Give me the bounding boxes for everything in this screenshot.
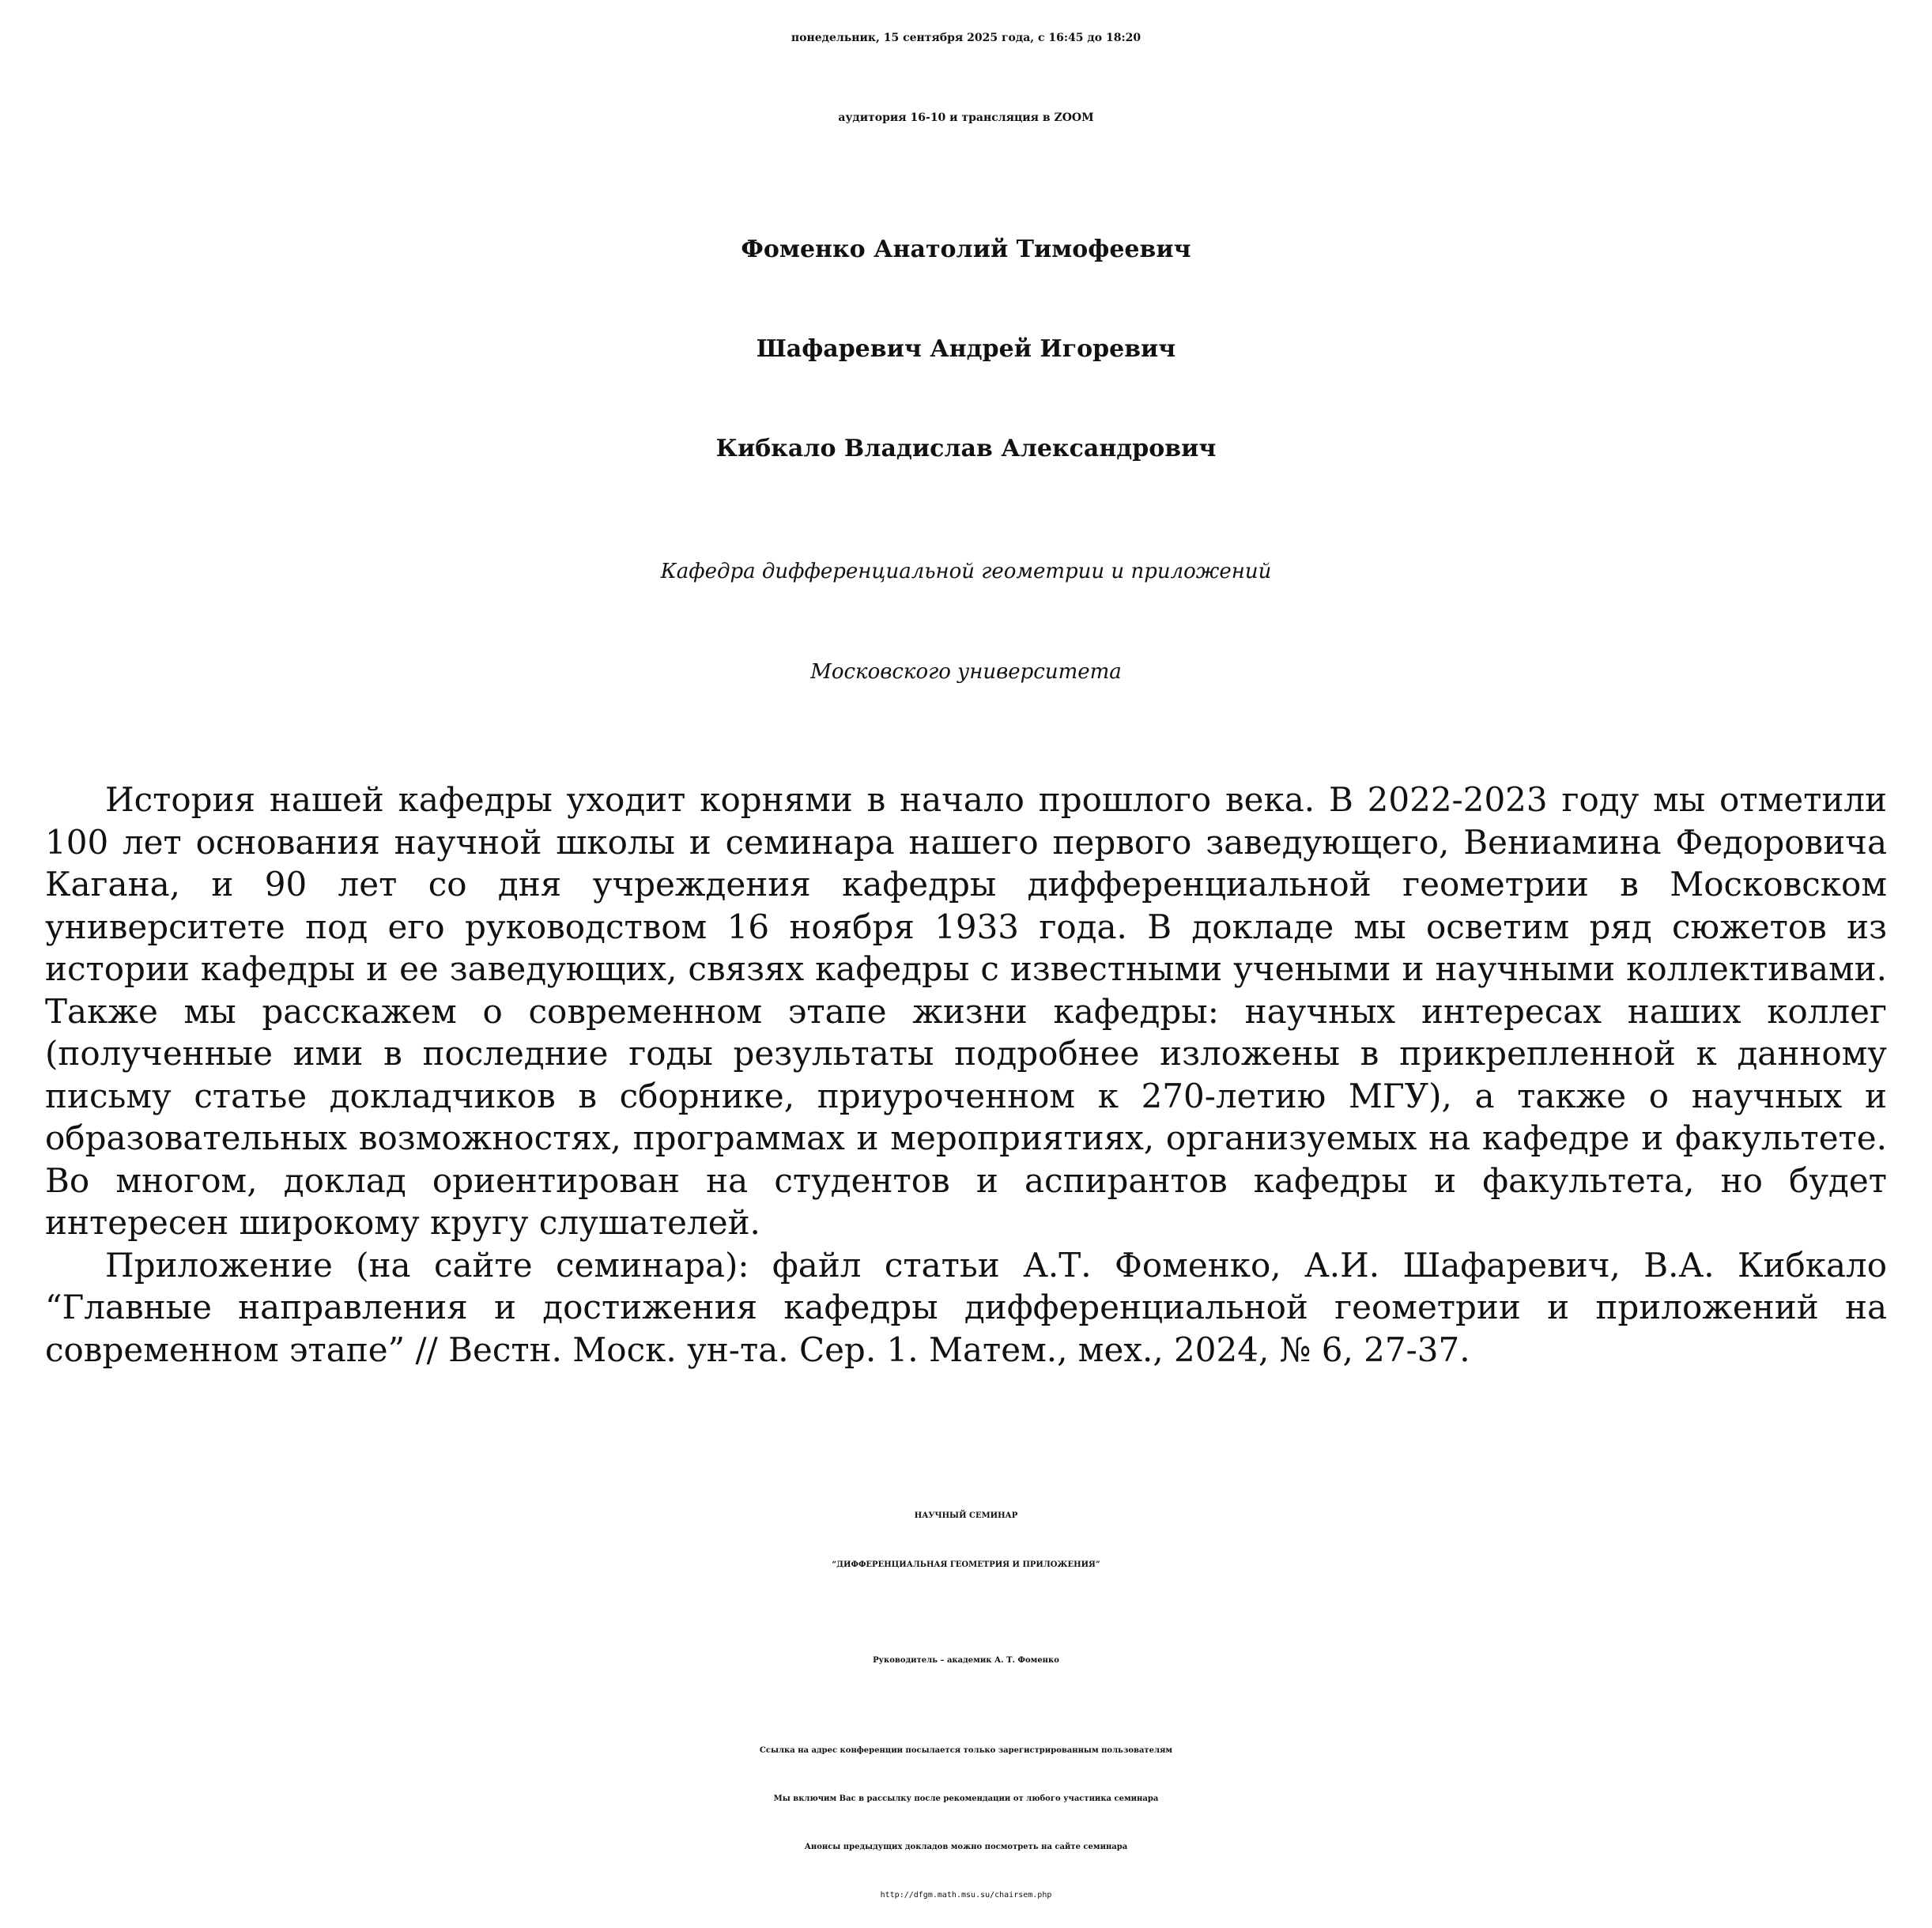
note-registration: Ссылка на адрес конференции посылается только зарегистрированным пользователям [759, 1746, 1173, 1755]
talk-title-line-1: Кафедра дифференциальной геометрии и приложений [660, 560, 1272, 583]
seminar-title-line-1: НАУЧНЫЙ СЕМИНАР [914, 1511, 1018, 1520]
speaker-name-2: Шафаревич Андрей Игоревич [756, 335, 1176, 363]
note-mailing-list: Мы включим Вас в рассылку после рекомендации от любого участника семинара [773, 1794, 1159, 1803]
seminar-title-line-2: “ДИФФЕРЕНЦИАЛЬНАЯ ГЕОМЕТРИЯ И ПРИЛОЖЕНИЯ” [832, 1560, 1100, 1569]
talk-title-line-2: Московского университета [810, 660, 1122, 684]
event-location: аудитория 16-10 и трансляция в ZOOM [838, 111, 1094, 124]
abstract-paragraph-1: История нашей кафедры уходит корнями в начало прошлого века. В 2022-2023 году мы отметили 100 лет основания научной школы и семинара нашего первого заведующего, Вениамина Федоровича Кагана, и 90 лет со дня учреждения кафедры дифференциальной геометрии в Московском университете под его руководством 16 ноября 1933 года. В докладе мы осветим ряд сюжетов из истории кафедры и ее заведующих, связях кафедры с известными учеными и научными коллективами. Также мы расскажем о современном этапе жизни кафедры: научных интересах наших коллег (полученные ими в последние годы результаты подробнее изложены в прикрепленной к данному письму статье докладчиков в сборнике, приуроченном к 270-летию МГУ), а также о научных и образовательных возможностях, программах и мероприятиях, организуемых на кафедре и факультете. Во многом, доклад ориентирован на студентов и аспирантов кафедры и факультета, но будет интересен широкому кругу слушателей. [45, 780, 1887, 1242]
abstract-paragraph-2: Приложение (на сайте семинара): файл статьи А.Т. Фоменко, А.И. Шафаревич, В.А. Кибкало “Главные направления и достижения кафедры дифференциальной геометрии и приложений на современном этапе” // Вестн. Моск. ун-та. Сер. 1. Матем., мех., 2024, № 6, 27-37. [45, 1245, 1887, 1369]
speaker-name-1: Фоменко Анатолий Тимофеевич [741, 236, 1191, 263]
note-previous-talks: Анонсы предыдущих докладов можно посмотреть на сайте семинара [804, 1843, 1128, 1851]
seminar-url[interactable]: http://dfgm.math.msu.su/chairsem.php [880, 1891, 1052, 1900]
speaker-name-3: Кибкало Владислав Александрович [715, 435, 1217, 462]
abstract [45, 779, 1887, 1371]
event-date-time: понедельник, 15 сентября 2025 года, с 16:45 до 18:20 [791, 32, 1141, 44]
seminar-head: Руководитель – академик А. Т. Фоменко [873, 1656, 1059, 1665]
